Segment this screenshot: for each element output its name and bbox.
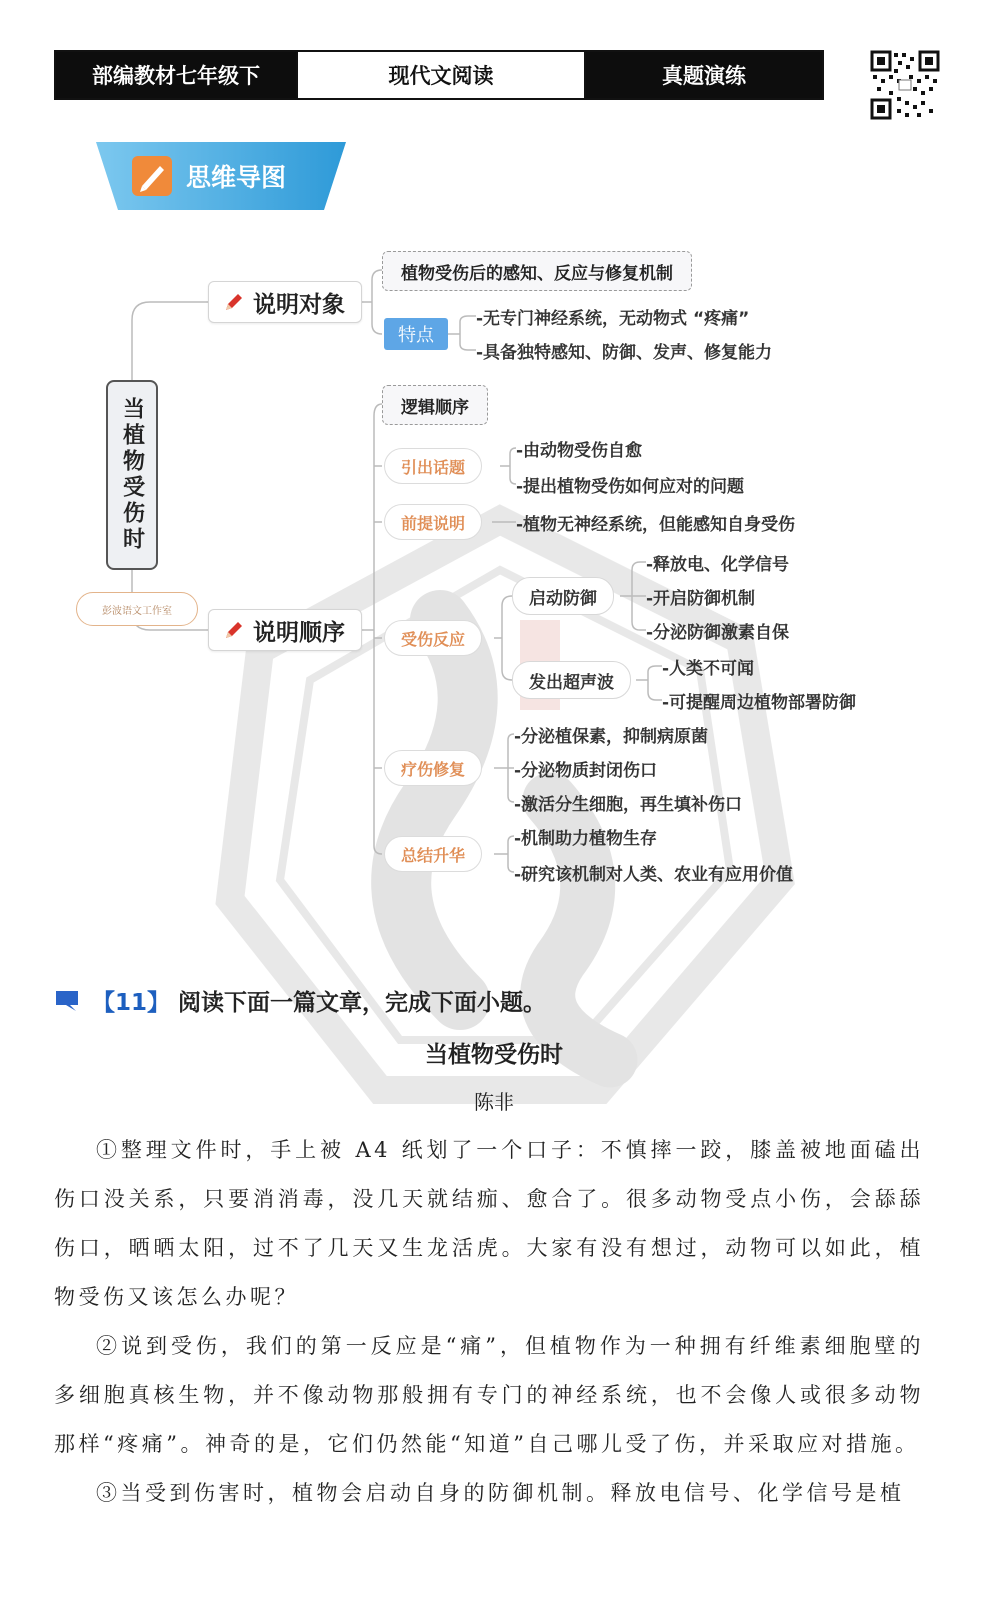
header-bar [54,50,824,100]
order-intro: 引出话题 [384,448,482,484]
article-title: 当植物受伤时 [425,1042,563,1068]
header-grade: 部编教材七年级下 [56,52,296,98]
order-repair: 疗伤修复 [384,750,482,786]
question-number: 【11】 [92,990,171,1016]
qr-code-icon [870,50,940,120]
feature-leaf: -无专门神经系统，无动物式 “疼痛” [476,308,750,329]
mindmap-banner-label: 思维导图 [186,163,287,192]
premise-leaf: -植物无神经系统，但能感知自身受伤 [516,514,796,535]
sound-leaf: -人类不可闻 [662,658,755,679]
branch-object [208,281,362,323]
repair-leaf: -分泌植保素，抑制病原菌 [514,726,709,747]
article-paragraph: ①整理文件时，手上被 A4 纸划了一个口子：不慎摔一跤，膝盖被地面磕出伤口没关系，只要消消毒，没几天就结痂、愈合了。很多动物受点小伤，会舔舔伤口，晒晒太阳，过不了几天又生龙活虎。大家有没有想过，动物可以如此，植物受伤又该怎么办呢？ [54,1138,924,1309]
order-summary: 总结升华 [384,836,482,872]
repair-leaf: -激活分生细胞，再生填补伤口 [514,794,743,815]
order-reaction: 受伤反应 [384,620,482,656]
article-body [54,1126,924,1518]
order-type: 逻辑顺序 [382,385,488,425]
repair-leaf: -分泌物质封闭伤口 [514,760,658,781]
order-premise: 前提说明 [384,504,482,540]
article-paragraph: ③当受到伤害时，植物会启动自身的防御机制。释放电信号、化学信号是植 [96,1481,905,1505]
feature-tag: 特点 [384,318,448,350]
header-subject: 现代文阅读 [296,52,586,98]
branch-order [208,609,362,651]
header-section: 真题演练 [586,52,822,98]
article-paragraph: ②说到受伤，我们的第一反应是“痛”，但植物作为一种拥有纤维素细胞壁的多细胞真核生物，并不像动物那般拥有专门的神经系统，也不会像人或很多动物那样“疼痛”。神奇的是，它们仍然能“知道”自己哪儿受了伤，并采取应对措施。 [54,1334,924,1456]
bookmark-icon [54,989,84,1013]
defense-leaf: -开启防御机制 [646,588,756,609]
reaction-sound: 发出超声波 [512,661,631,699]
question-text: 阅读下面一篇文章，完成下面小题。 [178,990,547,1016]
branch-order-label: 说明顺序 [253,619,345,646]
summary-leaf: -机制助力植物生存 [514,828,658,849]
feature-leaf: -具备独特感知、防御、发声、修复能力 [476,342,773,363]
sound-leaf: -可提醒周边植物部署防御 [662,692,857,713]
article-author: 陈非 [474,1090,514,1114]
question-prompt [54,984,546,1017]
summary-leaf: -研究该机制对人类、农业有应用价值 [514,864,794,885]
branch-object-label: 说明对象 [253,291,345,318]
intro-leaf: -提出植物受伤如何应对的问题 [516,476,745,497]
pencil-icon [223,619,245,641]
intro-leaf: -由动物受伤自愈 [516,440,643,461]
reaction-defense: 启动防御 [512,577,614,615]
object-description: 植物受伤后的感知、反应与修复机制 [382,251,692,291]
defense-leaf: -释放电、化学信号 [646,554,790,575]
pencil-icon [223,291,245,313]
studio-stamp: 彭波语文工作室 [76,592,198,626]
defense-leaf: -分泌防御激素自保 [646,622,790,643]
mind-map [0,240,988,920]
mindmap-root: 当植物受伤时 [106,380,158,570]
